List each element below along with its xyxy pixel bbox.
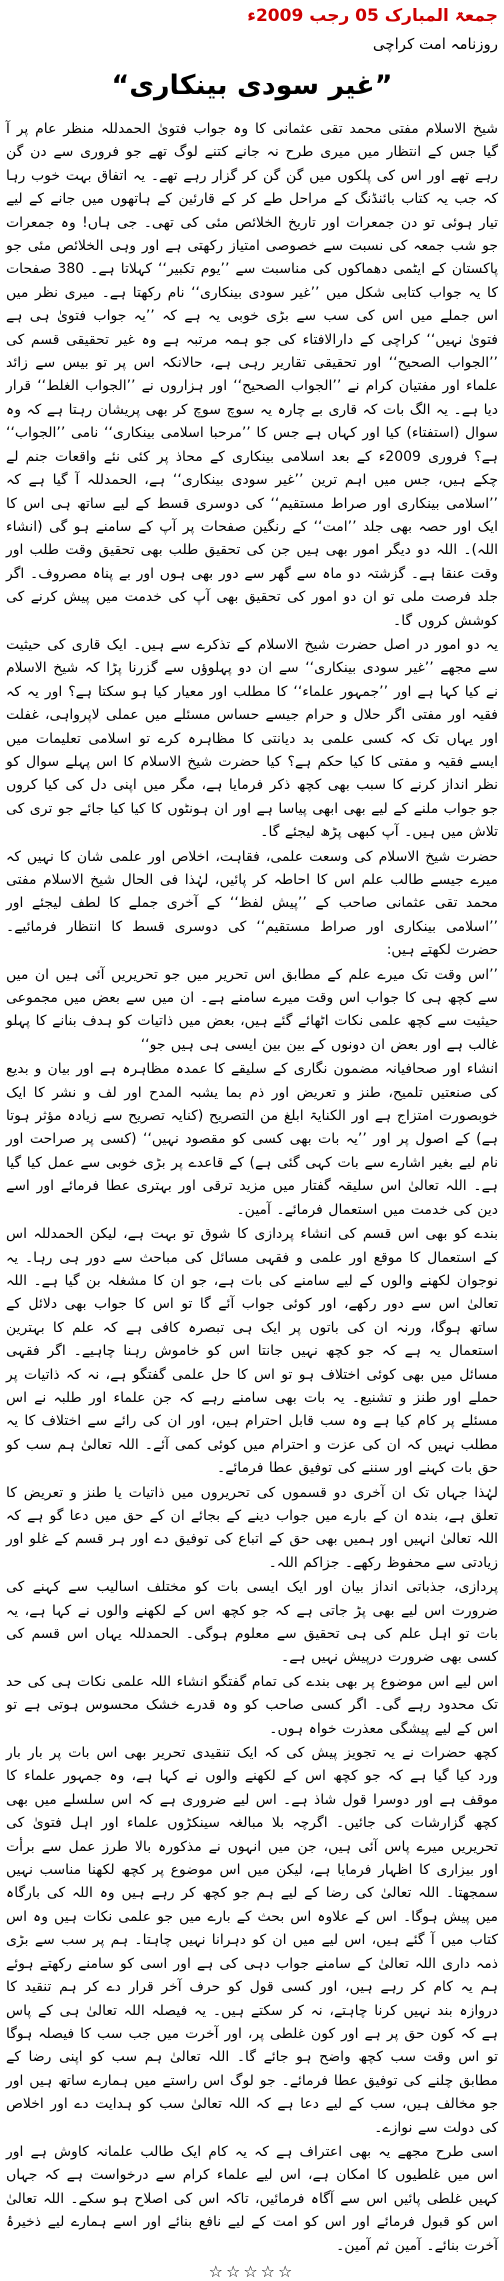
article-paragraph: انشاء اور صحافیانہ مضمون نگاری کے سلیقے کا عمدہ مظاہرہ ہے اور بیان و بدیع کی صنعتیں تلمیح، طنز و تعریض اور ذم بما یشبہ المدح اور لف و نشر کا ایک خوبصورت امتزاج ہے اور الکنایۃ ابلغ من التصریح (کنایہ تصریح سے زیادہ مؤثر ہوتا ہے) کے اصول پر اور ’’یہ بات بھی کسی کو مقصود نہیں‘‘ (کسی پر صراحت اور نام لیے بغیر اشارے سے بات کہی گئی ہے) کے قاعدے پر بڑی خوبی سے عمل کیا گیا ہے۔ اللہ تعالیٰ اس سلیقہ گفتار میں مزید ترقی اور بہتری عطا فرمائے اور اسے دین کی خدمت میں استعمال فرمائے۔ آمین۔: [6, 1061, 498, 1218]
article-paragraph: یہ دو امور در اصل حضرت شیخ الاسلام کے تذکرے سے ہیں۔ ایک قاری کی حیثیت سے مجھے ’’غیر سودی بینکاری‘‘ سے ان دو پہلوؤں سے گزرنا پڑا کہ شیخ الاسلام نے کیا کہا ہے اور ’’جمہور علماء‘‘ کا مطلب اور معیار کیا ہو سکتا ہے؟ اور یہ کہ فقیہ اور مفتی اگر حلال و حرام جیسے حساس مسئلے میں عملی لاپرواہی، غفلت اور یہاں تک کہ کسی علمی بد دیانتی کا مظاہرہ کرے تو اسلامی تعلیمات میں ایسے فقیہ و مفتی کا کیا حکم ہے؟ کیا حضرت شیخ الاسلام کا اس پہلے سوال کو نظر انداز کرنے کا سبب بھی کچھ ذکر فرمایا ہے، مگر میں اپنی دل کی کیا کروں جو جواب ملنے کے لیے بھی ابھی پیاسا ہے اور ان ہونٹوں کا کیا کیا جائے جو تری کی تلاش میں ہیں۔ آپ کبھی پڑھ لیجئے گا۔: [6, 636, 498, 841]
article-paragraph: شیخ الاسلام مفتی محمد تقی عثمانی کا وہ جواب فتویٰ الحمدللہ منظر عام پر آ گیا جس کے انتظار میں میری طرح نہ جانے کتنے لوگ تھے جو فروری سے دن گن رہے تھے اور اس کی پلکوں میں گن گن کر گزار رہے تھے۔ یہ اتفاق بہت خوب رہا کہ جب یہ کتاب بائنڈنگ کے مراحل طے کر کے قارئین کے ہاتھوں میں جانے کے لیے تیار ہوئی تو دن جمعرات اور تاریخ الخلائص مئی کی تھی۔ جی ہاں! وہ جمعرات جو شب جمعہ کی نسبت سے خصوصی امتیاز رکھتی ہے اور وہی الخلائص مئی جو پاکستان کے ایٹمی دھماکوں کی مناسبت سے ’’یوم تکبیر‘‘ کہلاتا ہے۔ 380 صفحات کا یہ جواب کتابی شکل میں ’’غیر سودی بینکاری‘‘ نام رکھتا ہے۔ میری نظر میں اس جملے میں اس کی سب سے بڑی خوبی یہ ہے کہ ’’یہ جواب فتویٰ ہی ہے فتویٰ نہیں‘‘ کراچی کے دارالافتاء کی جو ہمہ مرتبہ ہے وہ غیر تحقیقی قسم کی ’’الجواب الصحیح‘‘ اور تحقیقی تقاریر رہی ہے، حالانکہ اس پر تو بیس سے زائد علماء اور مفتیان کرام نے ’’الجواب الصحیح‘‘ اور ہزاروں نے ’’الجواب الغلط‘‘ قرار دیا ہے۔ یہ الگ بات کہ قاری بے چارہ یہ سوچ سوچ کر بھی پریشان رہتا ہے کہ وہ سوال (استفتاء) کیا اور کہاں ہے جس کا ’’مرحبا اسلامی بینکاری‘‘ نامی ’’الجواب‘‘ ہے؟ فروری 2009ء کے بعد اسلامی بینکاری کے محاذ پر کئی نئے واقعات جنم لے چکے ہیں، جس میں اہم ترین ’’غیر سودی بینکاری‘‘ ہے، الحمدللہ آ گیا ہے کہ ’’اسلامی بینکاری اور صراط مستقیم‘‘ کی دوسری قسط کے لیے ساتھ ہی اس کا ایک اور حصہ بھی جلد ’’امت‘‘ کے رنگین صفحات پر آپ کے سامنے ہو گی (انشاء اللہ)۔ اللہ دو دیگر امور بھی ہیں جن کی تحقیق طلب بھی تحقیق وقت طلب اور وقت عنقا ہے۔ گزشتہ دو ماہ سے گھر سے دور بھی ہوں اور بے پناہ مصروف۔ اگر جلد فرصت ملی تو ان دو امور کی تحقیق بھی آپ کی خدمت میں پیش کرنے کی کوشش کروں گا۔: [6, 121, 499, 629]
article-paragraph: حضرت شیخ الاسلام کی وسعت علمی، فقاہت، اخلاص اور علمی شان کا نہیں کہ میرے جیسے طالب علم اس کا احاطہ کر پائیں، لہٰذا فی الحال شیخ الاسلام مفتی محمد تقی عثمانی صاحب کے ’’پیش لفظ‘‘ کے آخری جملے کا لطف لیجئے اور ’’اسلامی بینکاری اور صراط مستقیم‘‘ کی دوسری قسط کا انتظار فرمائیے۔ حضرت لکھتے ہیں:: [6, 848, 498, 959]
article-paragraph: اسی طرح مجھے یہ بھی اعتراف ہے کہ یہ کام ایک طالب علمانہ کاوش ہے اور اس میں غلطیوں کا امکان ہے، اس لیے علماء کرام سے درخواست ہے کہ جہاں کہیں غلطی پائیں اس سے آگاہ فرمائیں، تاکہ اس کی اصلاح ہو سکے۔ اللہ تعالیٰ اس کو قبول فرمائے اور اس کو امت کے لیے نافع بنائے اور اسے ہمارے لیے ذخیرۂ آخرت بنائے۔ آمین ثم آمین۔: [6, 2143, 498, 2254]
article-paragraph: پردازی، جذباتی انداز بیان اور ایک ایسی بات کو مختلف اسالیب سے کہنے کی ضرورت اس لیے بھی پڑ جاتی ہے کہ جو کچھ اس کے لکھنے والوں نے کہا ہے، یہ بات تو اہل علم کی ہی تحقیق سے معلوم ہوگی۔ الحمدللہ یہاں اس قسم کی کسی بھی ضرورت درپیش نہیں ہے۔: [6, 1579, 498, 1666]
newspaper-source: روزنامہ امت کراچی: [372, 35, 498, 53]
article-paragraph: لہٰذا جہاں تک ان آخری دو قسموں کی تحریروں میں ذاتیات یا طنز و تعریض کا تعلق ہے، بندہ ان کے بارے میں جواب دینے کے بجائے ان کے حق میں دعا گو ہے کہ اللہ تعالیٰ انہیں اور ہمیں بھی حق کے اتباع کی توفیق دے اور ہر قسم کے غلو اور زیادتی سے محفوظ رکھے۔ جزاکم اللہ۔: [6, 1484, 498, 1571]
end-of-article-stars: ☆☆☆☆☆: [208, 2261, 296, 2281]
article-paragraph: کچھ حضرات نے یہ تجویز پیش کی کہ ایک تنقیدی تحریر بھی اس بات پر بار بار ورد کیا گیا ہے کہ جو کچھ اس کے لکھنے والوں نے کہا ہے، وہ جمہور علماء کا موقف ہے اور دوسرا قول شاذ ہے۔ اس لیے ضروری ہے کہ اس سلسلے میں بھی کچھ گزارشات کی جائیں۔ اگرچہ بلا مبالغہ سینکڑوں علماء اور اہل فتویٰ کی تحریریں میرے پاس آئی ہیں، جن میں انہوں نے مذکورہ بالا طرز عمل سے برأت اور بیزاری کا اظہار فرمایا ہے، لیکن میں اس موضوع پر کچھ لکھنا مناسب نہیں سمجھتا۔ اللہ تعالیٰ کی رضا کے لیے ہم جو کچھ کر رہے ہیں وہ اللہ کی بارگاہ میں پیش ہوگا۔ اس کے علاوہ اس بحث کے بارے میں جو علمی نکات ہیں وہ اس کتاب میں آ گئے ہیں، اس لیے میں ان کو دہرانا نہیں چاہتا۔ ہم پر سب سے بڑی ذمہ داری اللہ تعالیٰ کے سامنے جواب دہی کی ہے اور اسی کو سامنے رکھتے ہوئے ہم یہ کام کر رہے ہیں، اور کسی قول کو حرف آخر قرار دے کر ہم تنقید کا دروازہ بند نہیں کرنا چاہتے، نہ کر سکتے ہیں۔ یہ فیصلہ اللہ تعالیٰ ہی کے پاس ہے کہ کون حق پر ہے اور کون غلطی پر، اور آخرت میں جب سب کا فیصلہ ہوگا تو اس وقت سب کچھ واضح ہو جائے گا۔ اللہ تعالیٰ ہم سب کو اپنی رضا کے مطابق چلنے کی توفیق عطا فرمائے۔ جو لوگ اس راستے میں ہمارے ساتھ ہیں اور جو مخالف ہیں، سب کے لیے دعا ہے کہ اللہ تعالیٰ سب کو ہدایت دے اور اخلاص کی دولت سے نوازے۔: [6, 1745, 498, 2136]
article-paragraph: بندے کو بھی اس قسم کی انشاء پردازی کا شوق تو بہت ہے، لیکن الحمدللہ اس کے استعمال کا موقع اور علمی و فقہی مسائل کی مباحث سے دور ہی رہا۔ یہ نوجوان لکھنے والوں کے لیے سامنے کی بات ہے، جو ان کا مشغلہ بن گیا ہے۔ اللہ تعالیٰ اس سے دور رکھے، اور کوئی جواب آئے گا تو اس کا جواب بھی دلائل کے ساتھ ہوگا، ورنہ ان کی باتوں پر ایک ہی تبصرہ کافی ہے کہ علم کا بہترین استعمال یہ ہے کہ جو کچھ نہیں جانتا اس کو خاموش رہنا چاہیے۔ اگر فقہی مسائل میں بھی کوئی اختلاف ہو تو اس کا حل علمی گفتگو ہے، نہ کہ ذاتیات پر حملے اور طنز و تشنیع۔ یہ بات بھی سامنے رہے کہ جن علماء اور طلبہ نے اس مسئلے پر کام کیا ہے وہ سب قابل احترام ہیں، اور ان کی رائے سے اختلاف کا یہ مطلب نہیں کہ ان کی عزت و احترام میں کوئی کمی آئے۔ اللہ تعالیٰ ہم سب کو حق بات کہنے اور سننے کی توفیق عطا فرمائے۔: [6, 1226, 498, 1477]
article-title: ”غیر سودی بینکاری“: [111, 70, 393, 101]
dateline: جمعۃ المبارک 05 رجب 2009ء: [247, 6, 498, 26]
article-quote-paragraph: ’’اس وقت تک میرے علم کے مطابق اس تحریر میں جو تحریریں آئی ہیں ان میں سے کچھ ہی کا جواب اس وقت میرے سامنے ہے۔ ان میں سے بعض میں مجموعی حیثیت سے کچھ علمی نکات اٹھائے گئے ہیں، بعض میں ذاتیات کو ہدف بنانے کا پہلو غالب ہے اور بعض ان دونوں کے بین بین ایسی ہی ہیں جو‘‘: [6, 966, 498, 1053]
article-paragraph: اس لیے اس موضوع پر بھی بندے کی تمام گفتگو انشاء اللہ علمی نکات ہی کی حد تک محدود رہے گی۔ اگر کسی صاحب کو وہ قدرے خشک محسوس ہوتی ہے تو اس کے لیے پیشگی معذرت خواہ ہوں۔: [6, 1673, 498, 1737]
